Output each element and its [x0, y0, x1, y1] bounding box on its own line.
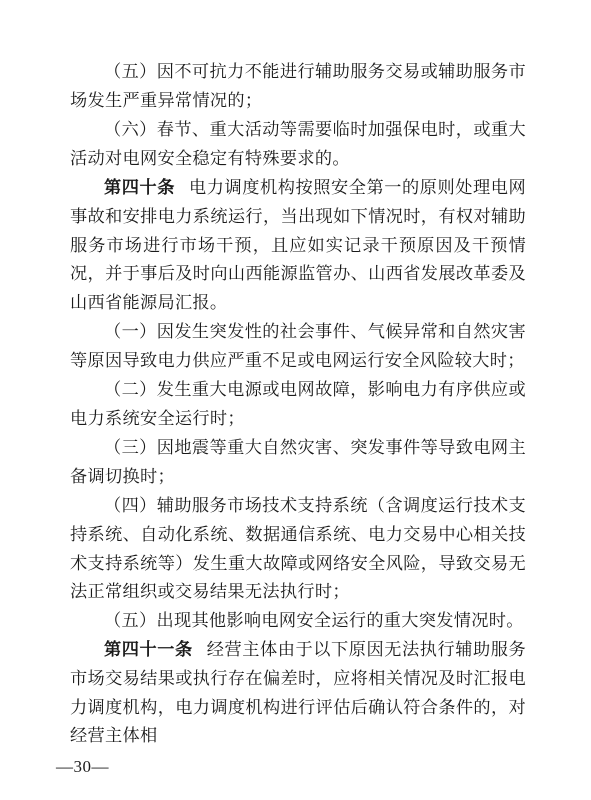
- article-number: 第四十条: [104, 178, 176, 198]
- paragraph-item-4: [70, 492, 526, 607]
- paragraph-item-1: [70, 318, 526, 376]
- page-number: —30—: [56, 757, 109, 776]
- paragraph-item-2: [70, 376, 526, 434]
- paragraph-text: 经营主体由于以下原因无法执行辅助服务市场交易结果或执行存在偏差时，应将相关情况及时汇报电力调度机构，电力调度机构进行评估后确认符合条件的，对经营主体相: [70, 640, 526, 747]
- paragraph-text: 电力调度机构按照安全第一的原则处理电网事故和安排电力系统运行，当出现如下情况时，有权对辅助服务市场进行市场干预，且应如实记录干预原因及干预情况，并于事后及时向山西能源监管办、山西省发展改革委及山西省能源局汇报。: [70, 178, 527, 314]
- paragraph-item-3: [70, 434, 526, 492]
- paragraph-item-5b: [70, 607, 526, 636]
- paragraph-text: （一）因发生突发性的社会事件、气候异常和自然灾害等原因导致电力供应严重不足或电网运行安全风险较大时；: [70, 322, 526, 371]
- paragraph-text: （五）出现其他影响电网安全运行的重大突发情况时。: [104, 611, 524, 631]
- article-40: [70, 174, 526, 318]
- paragraph-text: （三）因地震等重大自然灾害、突发事件等导致电网主备调切换时；: [70, 438, 526, 487]
- article-number: 第四十一条: [104, 640, 193, 660]
- article-41: [70, 636, 526, 751]
- paragraph-item-5: [70, 58, 526, 116]
- paragraph-item-6: [70, 116, 526, 174]
- paragraph-text: （四）辅助服务市场技术支持系统（含调度运行技术支持系统、自动化系统、数据通信系统、电力交易中心相关技术支持系统等）发生重大故障或网络安全风险，导致交易无法正常组织或交易结果无法执行时；: [70, 496, 526, 603]
- paragraph-text: （六）春节、重大活动等需要临时加强保电时，或重大活动对电网安全稳定有特殊要求的。: [70, 120, 526, 169]
- paragraph-text: （二）发生重大电源或电网故障，影响电力有序供应或电力系统安全运行时；: [70, 380, 526, 429]
- paragraph-text: （五）因不可抗力不能进行辅助服务交易或辅助服务市场发生严重异常情况的；: [70, 62, 526, 111]
